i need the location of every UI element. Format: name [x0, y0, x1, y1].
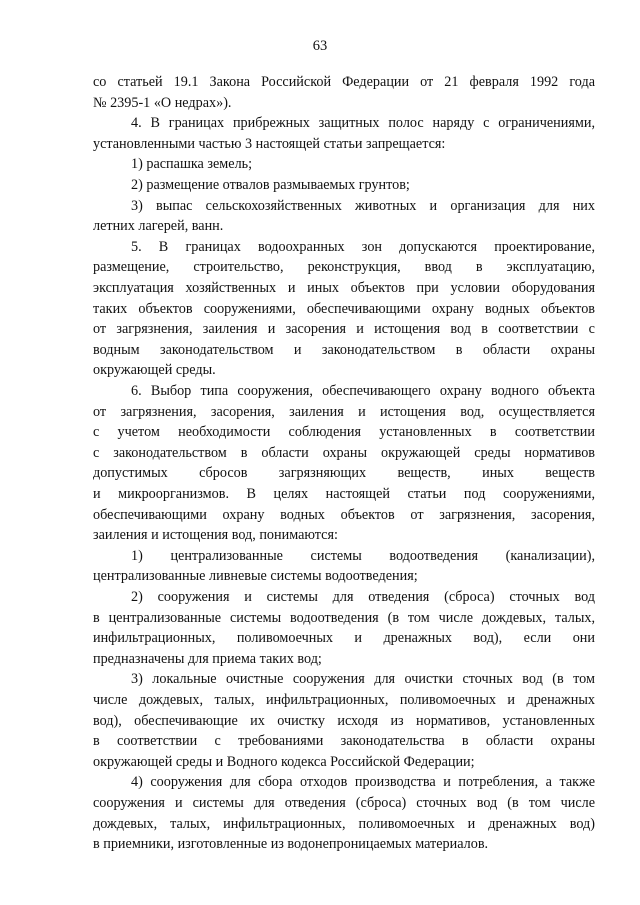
text-line: в централизованные системы водоотведения (в том числе дождевых, талых,	[93, 609, 595, 626]
text-line: заиления и истощения вод, понимаются:	[93, 527, 338, 544]
text-line: 6. Выбор типа сооружения, обеспечивающего охрану водного объекта	[131, 383, 595, 399]
text-line: и микроорганизмов. В целях настоящей статьи под сооружениями,	[93, 486, 595, 502]
text-line: в соответствии с требованиями законодательства в области охраны	[93, 733, 595, 750]
text-line: предназначены для приема таких вод;	[93, 650, 322, 667]
text-line: инфильтрационных, поливомоечных и дренажных вод), если они	[93, 630, 595, 647]
text-line: с учетом необходимости соблюдения установленных в соответствии	[93, 424, 595, 441]
text-line: размещение, строительство, реконструкция, ввод в эксплуатацию,	[93, 259, 595, 276]
text-line: 1) распашка земель;	[131, 156, 253, 173]
text-line: водным законодательством и законодательством в области охраны	[93, 341, 595, 358]
text-line: вод), обеспечивающие их очистку исходя из нормативов, установленных	[93, 712, 595, 729]
text-line: установленными частью 3 настоящей статьи запрещается:	[93, 135, 446, 152]
text-line: в приемники, изготовленные из водонепроницаемых материалов.	[93, 836, 489, 853]
text-line: обеспечивающими охрану водных объектов от загрязнения, засорения,	[93, 506, 595, 523]
text-line: от загрязнения, засорения, заиления и истощения вод, осуществляется	[93, 403, 595, 420]
text-line: от загрязнения, заиления и засорения и истощения вод в соответствии с	[93, 321, 595, 338]
text-line: сооружения и системы для отведения (сброса) сточных вод (в том числе	[93, 795, 595, 811]
text-line: 2) размещение отвалов размываемых грунтов;	[131, 177, 410, 193]
text-line: эксплуатация хозяйственных и иных объектов при условии оборудования	[93, 280, 595, 296]
page-number: 63	[312, 38, 328, 54]
text-line: 5. В границах водоохранных зон допускаются проектирование,	[131, 238, 595, 255]
text-line: 1) централизованные системы водоотведения (канализации),	[131, 547, 595, 564]
text-line: с законодательством в области охраны окружающей среды нормативов	[93, 444, 595, 461]
text-line: окружающей среды и Водного кодекса Российской Федерации;	[93, 753, 475, 770]
text-line: 4) сооружения для сбора отходов производства и потребления, а также	[131, 774, 595, 791]
text-line: 2) сооружения и системы для отведения (сброса) сточных вод	[131, 589, 595, 605]
text-line: допустимых сбросов загрязняющих веществ, иных веществ	[93, 465, 595, 482]
text-line: 3) локальные очистные сооружения для очистки сточных вод (в том	[131, 671, 595, 688]
text-line: № 2395-1 «О недрах»).	[93, 94, 232, 111]
text-line: дождевых, талых, инфильтрационных, поливомоечных и дренажных вод)	[93, 815, 595, 832]
text-line: централизованные ливневые системы водоотведения;	[93, 568, 418, 585]
text-line: со статьей 19.1 Закона Российской Федерации от 21 февраля 1992 года	[93, 74, 595, 90]
text-line: летних лагерей, ванн.	[93, 218, 224, 235]
text-line: 3) выпас сельскохозяйственных животных и организация для них	[131, 197, 595, 214]
text-line: окружающей среды.	[93, 362, 216, 379]
text-line: таких объектов сооружениями, обеспечивающими охрану водных объектов	[93, 300, 595, 317]
text-line: 4. В границах прибрежных защитных полос наряду с ограничениями,	[131, 115, 595, 132]
text-line: числе дождевых, талых, инфильтрационных, поливомоечных и дренажных	[93, 692, 595, 708]
